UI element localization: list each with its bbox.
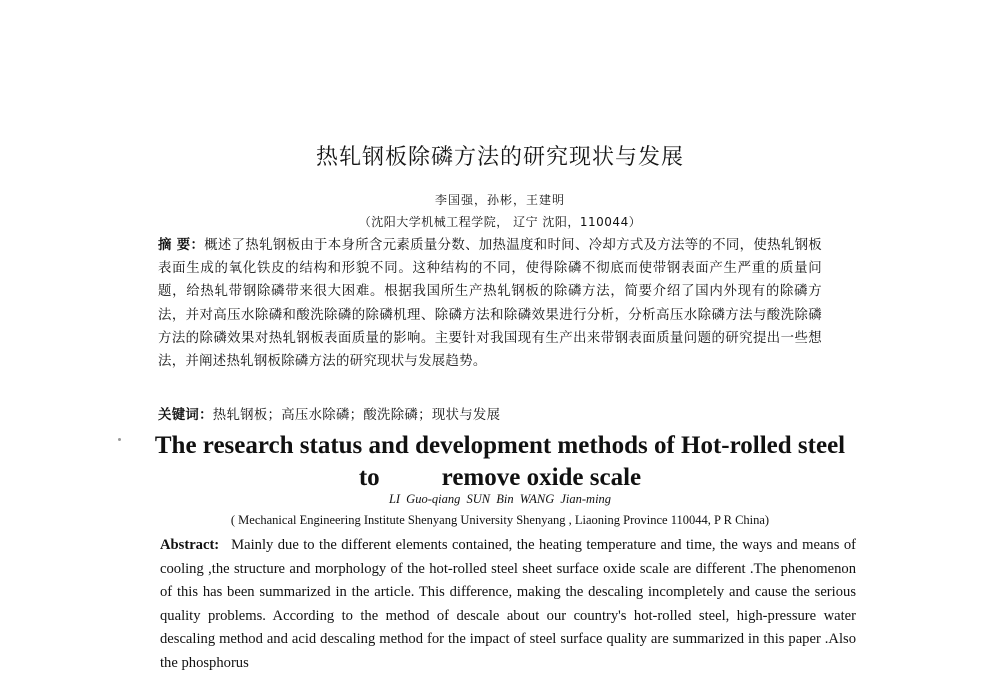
english-title-line1: The research status and development methods of Hot-rolled steel (154, 432, 846, 459)
english-authors: LI Guo-qiang SUN Bin WANG Jian-ming (388, 492, 612, 506)
chinese-abstract-label: 摘 要： (158, 238, 205, 253)
english-title (0, 430, 1000, 494)
chinese-keywords-text: 热轧钢板；高压水除磷；酸洗除磷；现状与发展 (212, 408, 501, 423)
chinese-title: 热轧钢板除磷方法的研究现状与发展 (315, 145, 684, 170)
english-abstract (160, 534, 856, 675)
chinese-keywords (158, 404, 822, 423)
english-title-line2-a: to (358, 464, 380, 491)
chinese-abstract-text: 概述了热轧钢板由于本身所含元素质量分数、加热温度和时间、冷却方式及方法等的不同，使热轧钢板表面生成的氧化铁皮的结构和形貌不同。这种结构的不同，使得除磷不彻底而使带钢表面产生严重的质量问题，给热轧带钢除磷带来很大困难。根据我国所生产热轧钢板的除磷方法，简要介绍了国内外现有的除磷方法，并对高压水除磷和酸洗除磷的除磷机理、除磷方法和除磷效果进行分析，分析高压水除磷方法与酸洗除磷方法的除磷效果对热轧钢板表面质量的影响。主要针对我国现有生产出来带钢表面质量问题的研究提出一些想法，并阐述热轧钢板除磷方法的研究现状与发展趋势。 (158, 238, 822, 370)
chinese-authors: 李国强，孙彬，王建明 (434, 193, 565, 207)
english-title-line2 (0, 462, 1000, 494)
english-title-line2-b: remove oxide scale (441, 464, 642, 491)
chinese-keywords-label: 关键词： (158, 408, 213, 423)
english-abstract-label: Abstract: (160, 537, 220, 553)
chinese-abstract (158, 234, 822, 373)
english-affiliation: ( Mechanical Engineering Institute Shenyang University Shenyang , Liaoning Province 110044, P R China) (230, 513, 770, 527)
chinese-affiliation: （沈阳大学机械工程学院， 辽宁 沈阳，110044） (358, 215, 642, 229)
english-abstract-text: Mainly due to the different elements contained, the heating temperature and time, the ways and means of cooling ,the structure and morphology of the hot-rolled steel sheet surface oxide scale are different .The phenomenon of this has been summarized in the article. This difference, making the descaling incompletely and cause the serious quality problems. According to the method of descale about our country's hot-rolled steel, high-pressure water descaling method and acid descaling method for the impact of steel surface quality are summarized in this paper .Also the phosphorus (160, 537, 856, 671)
